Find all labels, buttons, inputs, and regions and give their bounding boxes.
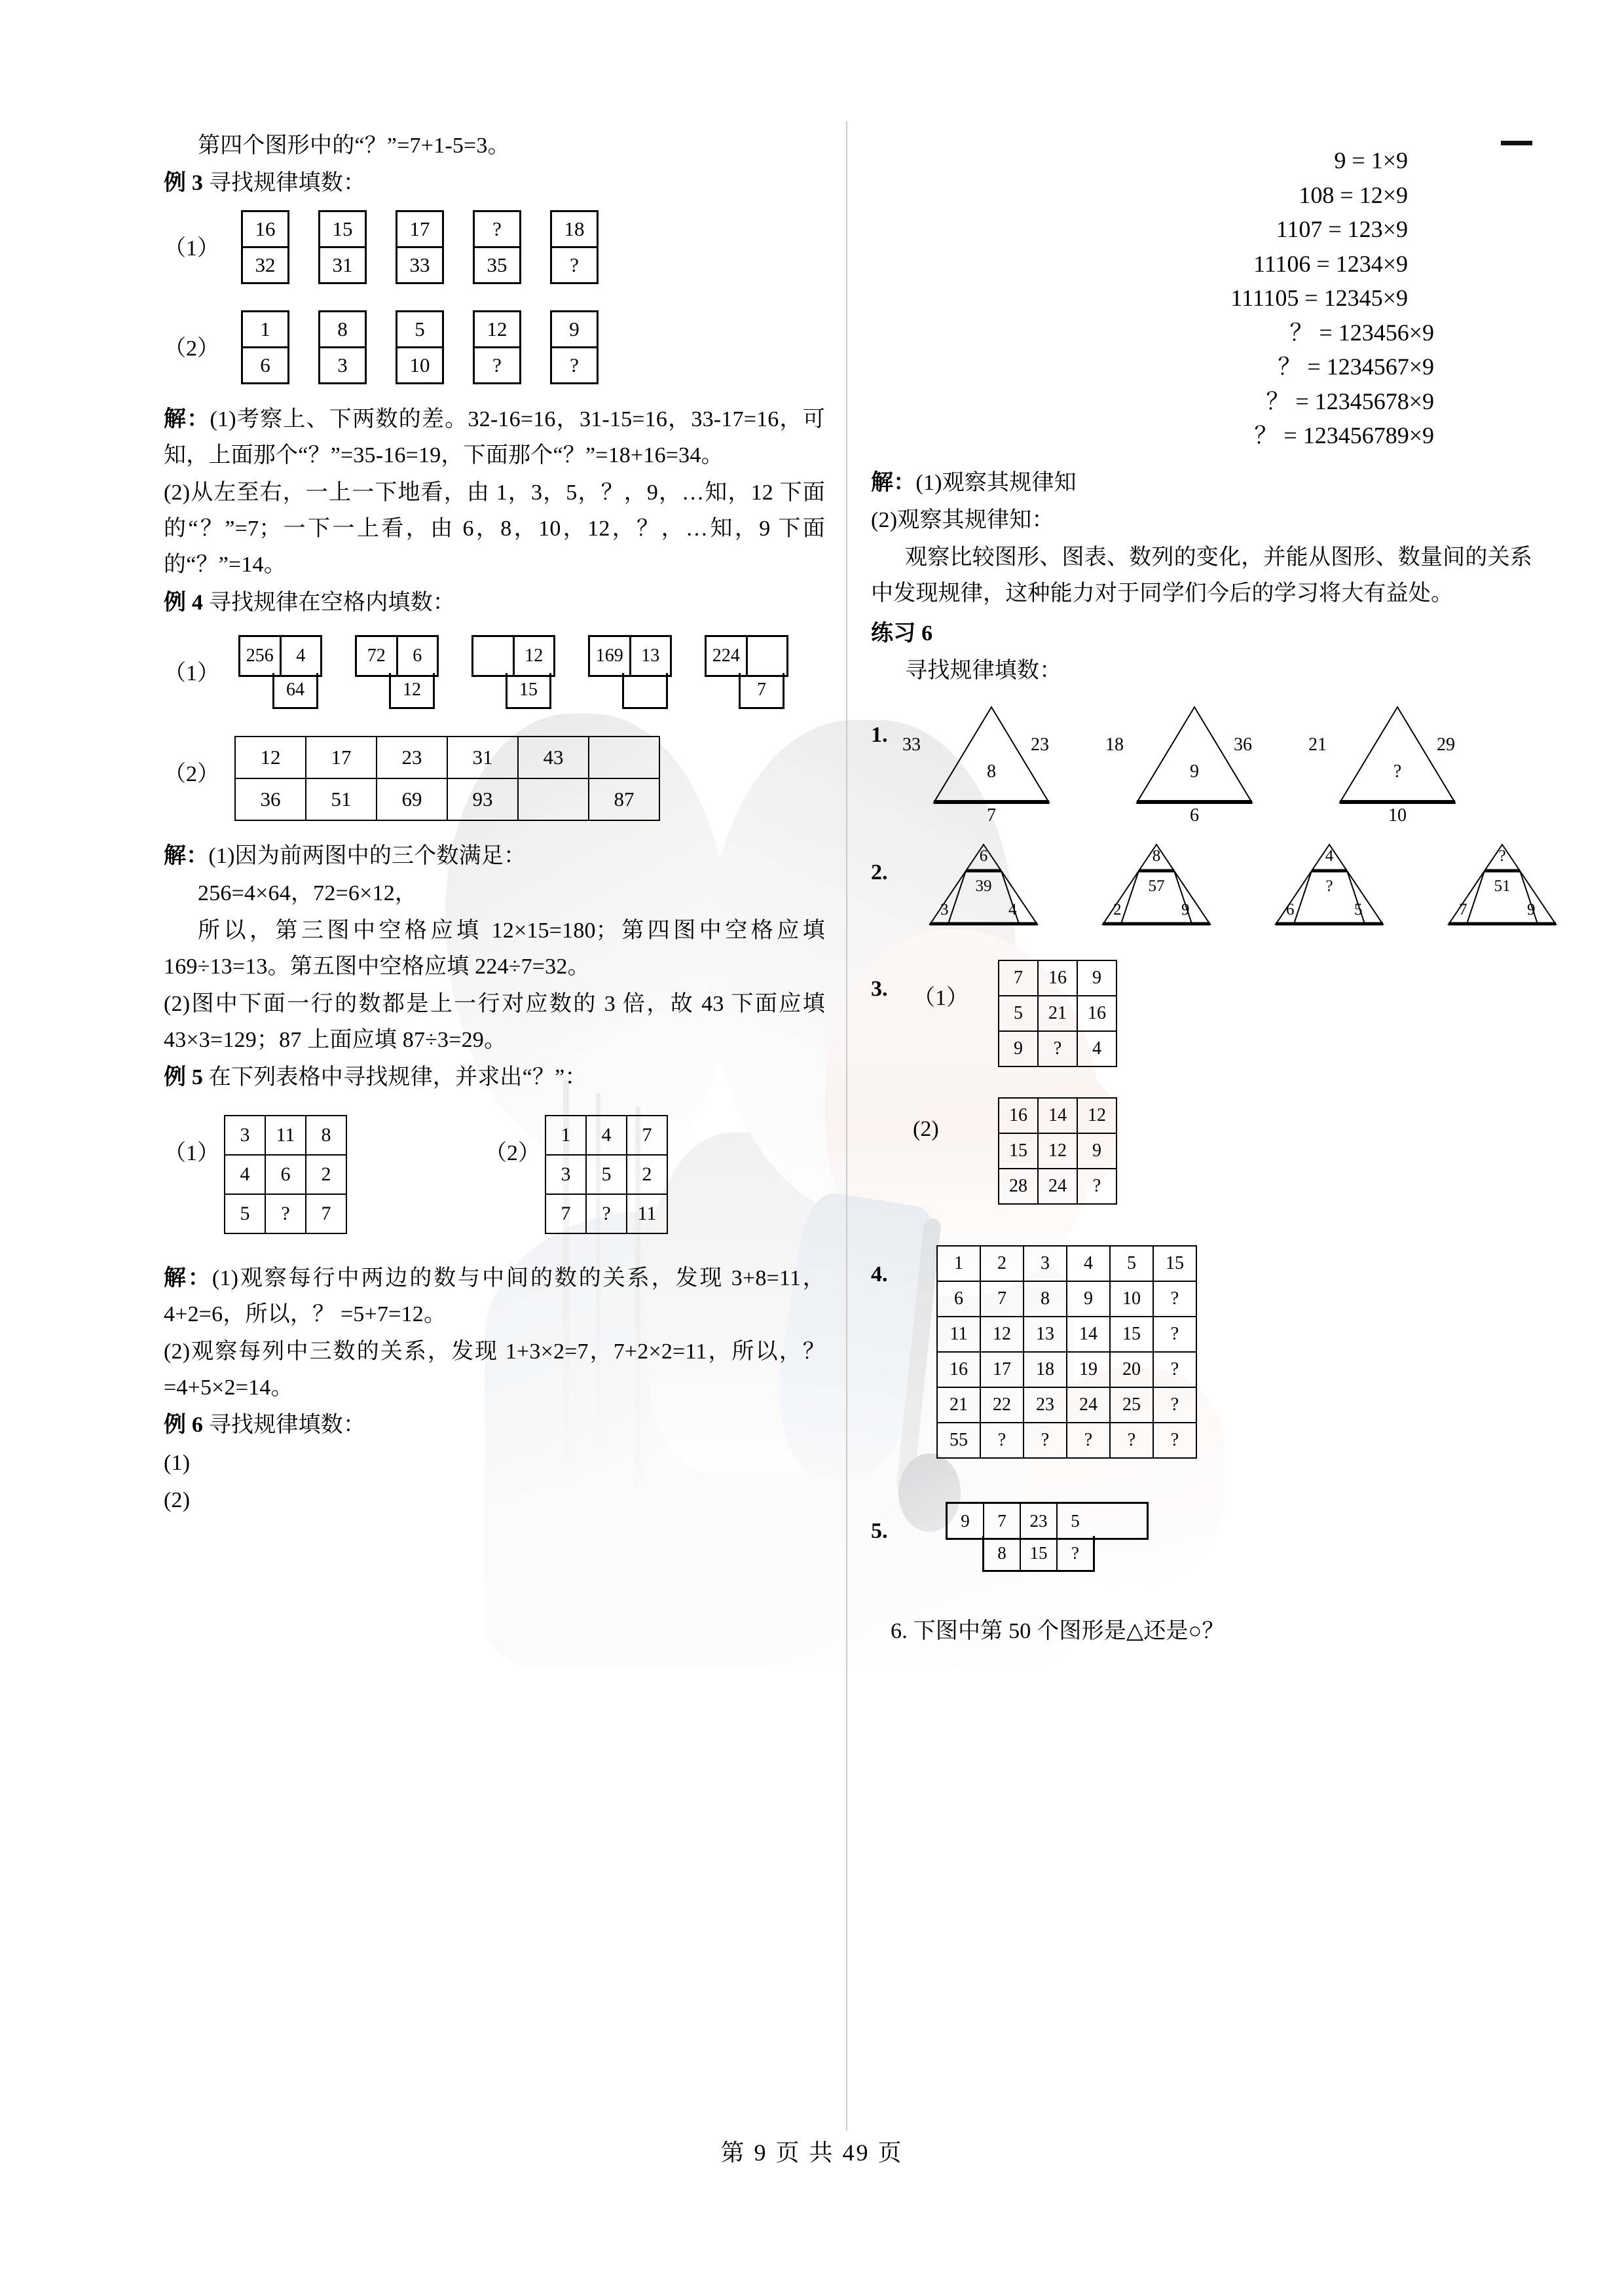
table-cell: 21 (1038, 996, 1077, 1031)
q3-part-label-2: (2) (913, 1117, 939, 1142)
tri-bottom-right-value: 4 (1008, 901, 1017, 919)
table-row (225, 1155, 346, 1194)
table-cell: 2 (980, 1246, 1024, 1281)
tri-bottom-left-value: 3 (940, 901, 949, 919)
solution-label: 解： (164, 1266, 212, 1291)
example6-item-2: (2) (164, 1487, 191, 1512)
domino (241, 310, 289, 384)
table-cell: 12 (980, 1317, 1024, 1352)
solution-label: 解： (164, 407, 210, 432)
domino-set-2 (241, 310, 599, 384)
domino-set-1 (241, 210, 599, 284)
example4-heading (164, 585, 825, 621)
subdivided-triangle (1101, 843, 1211, 926)
q4-table (936, 1245, 1197, 1459)
practice-q3-part1 (871, 960, 1532, 1067)
table-cell: 9 (1077, 960, 1116, 996)
table-cell: 15 (999, 1133, 1038, 1169)
table-row (999, 1169, 1116, 1204)
table-row (545, 1194, 667, 1233)
part-label-2: （2） (485, 1141, 540, 1166)
q3-table-2 (998, 1097, 1117, 1205)
pair-figure (471, 635, 555, 701)
triangle-set-1 (902, 706, 1456, 826)
example4-part2 (164, 736, 825, 821)
table-cell: 23 (1024, 1387, 1067, 1423)
table-cell: 4 (225, 1155, 265, 1194)
table-row (937, 1246, 1196, 1281)
cell: ? (1071, 1542, 1079, 1563)
cell: 9 (948, 1504, 984, 1538)
q5-row-bottom (982, 1536, 1095, 1572)
solution-text: (1)观察每行中两边的数与中间的数的关系，发现 3+8=11，4+2=6，所以，？ =5+7=12。 (164, 1266, 825, 1327)
example3-solution-1 (164, 401, 825, 473)
cell-c: 12 (389, 673, 435, 709)
equation-line: ？ = 12345678×9 (1266, 388, 1434, 414)
table-cell: ? (1024, 1423, 1067, 1458)
table-cell: 12 (235, 737, 306, 778)
table-cell: 5 (1110, 1246, 1153, 1281)
table-cell: 8 (1024, 1281, 1067, 1317)
table-row (545, 1116, 667, 1155)
example3-part1 (164, 210, 825, 284)
table-row (999, 1098, 1116, 1133)
practice-subtitle: 寻找规律填数： (905, 659, 1062, 683)
table-cell: ? (1110, 1423, 1153, 1458)
table-cell: 1 (545, 1116, 586, 1155)
table-cell: 15 (1110, 1317, 1153, 1352)
table-row (937, 1281, 1196, 1317)
domino-bottom: ? (570, 253, 579, 277)
table-cell: 43 (518, 737, 589, 778)
table-row (235, 778, 659, 820)
triangle-bottom-value: 6 (1190, 805, 1199, 826)
practice-q4 (871, 1245, 1532, 1459)
equation-line: 11106 = 1234×9 (1253, 250, 1408, 277)
example3-title: 寻找规律填数： (208, 171, 366, 196)
domino-top: 17 (397, 212, 442, 248)
domino-top: 1 (243, 312, 287, 348)
q3-part-label-1: （1） (913, 986, 969, 1011)
pair-figure-set (238, 635, 788, 701)
cell-c (622, 673, 668, 709)
subdivided-triangle (1447, 843, 1557, 926)
example6-item-1: (1) (164, 1450, 191, 1475)
domino-bottom: ? (492, 354, 502, 377)
example5-solution-1 (164, 1260, 825, 1332)
triangle-left-value: 21 (1308, 735, 1327, 756)
example4-solution-1a (164, 838, 825, 874)
domino-top: 9 (552, 312, 597, 348)
table-cell: 15 (1153, 1246, 1196, 1281)
example4-solution-1b: 256=4×64，72=6×12， (198, 881, 418, 905)
practice-q2 (871, 843, 1536, 926)
example6-title: 寻找规律填数： (208, 1413, 366, 1438)
table-cell: 24 (1067, 1387, 1110, 1423)
tri-bottom-left-value: 7 (1459, 901, 1467, 919)
table-cell: 4 (1077, 1031, 1116, 1066)
table-cell (518, 778, 589, 820)
table-cell: ? (1153, 1281, 1196, 1317)
table-cell: 16 (999, 1098, 1038, 1133)
example5-table-1 (224, 1115, 347, 1234)
table-cell: 2 (306, 1155, 346, 1194)
cell-b: 6 (413, 645, 422, 666)
tri-mid-value: 39 (975, 877, 992, 896)
table-cell: 16 (937, 1352, 980, 1387)
domino (396, 210, 444, 284)
domino-bottom: 10 (409, 354, 430, 377)
equation-line: 108 = 12×9 (1299, 181, 1408, 208)
domino-top: ? (475, 212, 519, 248)
practice-heading: 练习 6 (871, 621, 933, 646)
domino-bottom: 35 (487, 253, 507, 277)
example5-title: 在下列表格中寻找规律，并求出“？”： (208, 1065, 587, 1090)
practice-q5 (871, 1502, 1532, 1573)
table-cell: 3 (545, 1155, 586, 1194)
domino-bottom: 3 (337, 354, 348, 377)
right-solution-1 (871, 465, 1532, 501)
tri-top-value: 8 (1152, 847, 1161, 866)
triangle-mid-value: ? (1393, 761, 1402, 782)
solution-text: (1)考察上、下两数的差。32-16=16，31-15=16，33-17=16，可知，上面那个“？”=35-16=19，下面那个“？”=18+16=34。 (164, 407, 825, 468)
table-cell: 13 (1024, 1317, 1067, 1352)
table-cell: 10 (1110, 1281, 1153, 1317)
domino (473, 310, 521, 384)
table-cell: 11 (937, 1317, 980, 1352)
triangle-right-value: 36 (1234, 735, 1252, 756)
table-cell: 51 (306, 778, 377, 820)
triangle-mid-value: 9 (1190, 761, 1199, 782)
domino (241, 210, 289, 284)
triangle-figure (902, 706, 1050, 826)
cell: 23 (1021, 1504, 1058, 1538)
page-footer: 第 9 页 共 49 页 (720, 2140, 904, 2166)
tri-bottom-left-value: 2 (1113, 901, 1122, 919)
table-row (999, 1031, 1116, 1066)
triangle-set-2 (929, 843, 1557, 926)
part-label-2: （2） (164, 761, 219, 786)
solution-label: 解： (871, 470, 916, 495)
table-cell: 31 (447, 737, 518, 778)
table-cell: ? (1153, 1317, 1196, 1352)
cell-b (748, 637, 787, 675)
right-summary: 观察比较图形、图表、数列的变化，并能从图形、数量间的关系中发现规律，这种能力对于同学们今后的学习将大有益处。 (871, 545, 1532, 606)
example5-figures (164, 1115, 825, 1234)
example4-table (234, 736, 660, 821)
equation-line: 111105 = 12345×9 (1230, 285, 1408, 312)
q4-number: 4. (871, 1262, 888, 1287)
equation-line: 9 = 1×9 (1334, 147, 1408, 173)
cell: 5 (1071, 1510, 1080, 1531)
domino-bottom: 31 (332, 253, 353, 277)
domino-top: 16 (243, 212, 287, 248)
cell-b: 4 (296, 645, 306, 666)
domino-bottom: ? (570, 354, 579, 377)
example3-part2 (164, 310, 825, 384)
example4-label: 例 4 (164, 590, 204, 615)
q3-table-1 (998, 960, 1117, 1067)
domino-bottom: 6 (260, 354, 270, 377)
solution-label: 解： (164, 843, 209, 868)
cell-a: 256 (240, 637, 282, 675)
example3-label: 例 3 (164, 171, 204, 196)
table-cell: 16 (1038, 960, 1077, 996)
example3-solution-2: (2)从左至右，一上一下地看，由 1，3，5，？，9，…知，12 下面的“？”=7；一下一上看，由 6，8，10，12，？，…知，9 下面的“？”=14。 (164, 481, 825, 577)
cell-a: 72 (357, 637, 398, 675)
domino-top: 5 (397, 312, 442, 348)
table-cell: 12 (1038, 1133, 1077, 1169)
table-cell: 5 (999, 996, 1038, 1031)
q5-number: 5. (871, 1519, 888, 1544)
cell: 8 (984, 1536, 1021, 1570)
table-cell: 17 (980, 1352, 1024, 1387)
tri-mid-value: 57 (1148, 877, 1165, 896)
example4-solution-2: (2)图中下面一行的数都是上一行对应数的 3 倍，故 43 下面应填 43×3=129；87 上面应填 87÷3=29。 (164, 991, 825, 1053)
domino (318, 210, 367, 284)
table-cell: 7 (999, 960, 1038, 996)
table-cell: 14 (1038, 1098, 1077, 1133)
cell-a: 224 (707, 637, 748, 675)
subdivided-triangle (1274, 843, 1384, 926)
table-cell: 16 (1077, 996, 1116, 1031)
example5-solution-2: (2)观察每列中三数的关系，发现 1+3×2=7，7+2×2=11，所以，？ =4+5×2=14。 (164, 1339, 825, 1400)
triangle-figure (1105, 706, 1253, 826)
table-cell: 17 (306, 737, 377, 778)
equation-line: ？ = 123456×9 (1289, 319, 1434, 346)
tri-top-value: 6 (979, 847, 988, 866)
table-cell: 9 (1067, 1281, 1110, 1317)
table-row (999, 960, 1116, 996)
cell-c: 15 (506, 673, 551, 709)
domino (473, 210, 521, 284)
table-cell: 8 (306, 1116, 346, 1155)
table-cell: 36 (235, 778, 306, 820)
example6-heading (164, 1407, 825, 1443)
table-cell: 7 (306, 1194, 346, 1233)
triangle-mid-value: 8 (987, 761, 996, 782)
table-cell: 5 (225, 1194, 265, 1233)
table-cell: 7 (980, 1281, 1024, 1317)
practice-q3-part2 (913, 1097, 1532, 1205)
table-row (225, 1116, 346, 1155)
table-row (937, 1387, 1196, 1423)
q5-row-top (946, 1502, 1149, 1540)
domino-top: 8 (320, 312, 365, 348)
q5-offset-figure (946, 1502, 1149, 1573)
example4-part1 (164, 635, 825, 701)
table-cell: ? (1038, 1031, 1077, 1066)
pair-figure (705, 635, 788, 701)
equation-line: ？ = 1234567×9 (1278, 354, 1434, 380)
cell: 15 (1021, 1536, 1058, 1570)
cell-a (473, 637, 515, 675)
table-cell: 3 (225, 1116, 265, 1155)
cell-b: 13 (641, 645, 660, 666)
right-solution-2: (2)观察其规律知： (871, 508, 1054, 532)
table-cell: ? (265, 1194, 306, 1233)
table-cell: 25 (1110, 1387, 1153, 1423)
example5-heading (164, 1059, 825, 1095)
triangle-bottom-value: 10 (1388, 805, 1407, 826)
table-cell (589, 737, 659, 778)
table-cell: 22 (980, 1387, 1024, 1423)
tri-bottom-left-value: 6 (1286, 901, 1295, 919)
triangle-bottom-value: 7 (987, 805, 996, 826)
table-row (545, 1155, 667, 1194)
table-cell: 19 (1067, 1352, 1110, 1387)
table-cell: 20 (1110, 1352, 1153, 1387)
table-cell: 9 (1077, 1133, 1116, 1169)
pair-figure (238, 635, 322, 701)
table-cell: 6 (937, 1281, 980, 1317)
column-divider (846, 121, 847, 2131)
example4-solution-1c: 所以，第三图中空格应填 12×15=180；第四图中空格应填 169÷13=13。第五图中空格应填 224÷7=32。 (164, 918, 825, 979)
part-label-1: （1） (164, 661, 219, 685)
table-cell: 5 (586, 1155, 627, 1194)
practice-q1 (871, 706, 1532, 826)
table-row (999, 1133, 1116, 1169)
table-cell: ? (1153, 1387, 1196, 1423)
table-cell: 87 (589, 778, 659, 820)
table-cell: ? (1067, 1423, 1110, 1458)
example5-label: 例 5 (164, 1065, 204, 1090)
domino (550, 310, 599, 384)
table-cell: ? (1153, 1423, 1196, 1458)
q3-number: 3. (871, 977, 888, 1002)
previous-line: 第四个图形中的“？”=7+1-5=3。 (198, 134, 510, 158)
table-cell: 69 (377, 778, 447, 820)
table-cell: 7 (545, 1194, 586, 1233)
table-cell: ? (586, 1194, 627, 1233)
table-row (999, 996, 1116, 1031)
domino (396, 310, 444, 384)
right-column (871, 128, 1536, 1650)
example5-table-2 (545, 1115, 668, 1234)
table-row (937, 1317, 1196, 1352)
cell-c: 64 (272, 673, 318, 709)
table-cell: ? (980, 1423, 1024, 1458)
tri-bottom-right-value: 9 (1527, 901, 1536, 919)
table-cell: 21 (937, 1387, 980, 1423)
table-cell: 24 (1038, 1169, 1077, 1204)
table-cell: ? (1077, 1169, 1116, 1204)
table-cell: 12 (1077, 1098, 1116, 1133)
triangle-right-value: 23 (1031, 735, 1049, 756)
cell-a: 169 (590, 637, 631, 675)
example3-heading (164, 165, 825, 201)
solution-text: (1)因为前两图中的三个数满足： (208, 843, 526, 868)
table-cell: 23 (377, 737, 447, 778)
pair-figure (588, 635, 672, 701)
domino (318, 310, 367, 384)
domino-bottom: 32 (255, 253, 276, 277)
cell-c: 7 (739, 673, 784, 709)
table-cell: 2 (627, 1155, 667, 1194)
part-label-1: （1） (164, 236, 219, 261)
practice-q6-text: 6. 下图中第 50 个图形是△还是○？ (891, 1619, 1225, 1644)
domino-top: 18 (552, 212, 597, 248)
tri-mid-value: ? (1325, 877, 1333, 896)
table-cell: 28 (999, 1169, 1038, 1204)
tri-bottom-right-value: 5 (1354, 901, 1363, 919)
domino-top: 12 (475, 312, 519, 348)
table-cell: 11 (627, 1194, 667, 1233)
table-cell: 55 (937, 1423, 980, 1458)
table-cell: 14 (1067, 1317, 1110, 1352)
table-cell: 4 (1067, 1246, 1110, 1281)
table-cell: 1 (937, 1246, 980, 1281)
q1-number: 1. (871, 723, 888, 748)
example6-label: 例 6 (164, 1413, 204, 1438)
domino-top: 15 (320, 212, 365, 248)
tri-top-value: ? (1498, 847, 1506, 866)
example4-title: 寻找规律在空格内填数： (208, 590, 456, 615)
triangle-left-value: 33 (902, 735, 921, 756)
table-cell: 93 (447, 778, 518, 820)
pair-figure (355, 635, 439, 701)
q2-number: 2. (871, 860, 888, 885)
cell: 7 (984, 1504, 1021, 1538)
equation-list (871, 143, 1532, 453)
table-cell: 11 (265, 1116, 306, 1155)
triangle-left-value: 18 (1105, 735, 1124, 756)
equation-line: 1107 = 123×9 (1276, 216, 1408, 243)
table-cell: 6 (265, 1155, 306, 1194)
table-cell: 18 (1024, 1352, 1067, 1387)
table-cell: ? (1153, 1352, 1196, 1387)
tri-mid-value: 51 (1494, 877, 1511, 896)
tri-top-value: 4 (1325, 847, 1334, 866)
part-label-1: （1） (164, 1141, 219, 1166)
table-cell: 3 (1024, 1246, 1067, 1281)
part-label-2: （2） (164, 337, 219, 361)
table-row (235, 737, 659, 778)
tri-bottom-right-value: 9 (1181, 901, 1190, 919)
cell-b: 12 (525, 645, 544, 666)
domino (550, 210, 599, 284)
table-row (225, 1194, 346, 1233)
table-row (937, 1352, 1196, 1387)
solution-text: (1)观察其规律知 (915, 470, 1077, 495)
left-column (164, 128, 825, 1520)
table-cell: 7 (627, 1116, 667, 1155)
table-cell: 4 (586, 1116, 627, 1155)
domino-bottom: 33 (409, 253, 430, 277)
equation-line: ？ = 123456789×9 (1254, 422, 1434, 449)
subdivided-triangle (929, 843, 1039, 926)
triangle-figure (1308, 706, 1456, 826)
triangle-right-value: 29 (1437, 735, 1455, 756)
table-row (937, 1423, 1196, 1458)
table-cell: 9 (999, 1031, 1038, 1066)
